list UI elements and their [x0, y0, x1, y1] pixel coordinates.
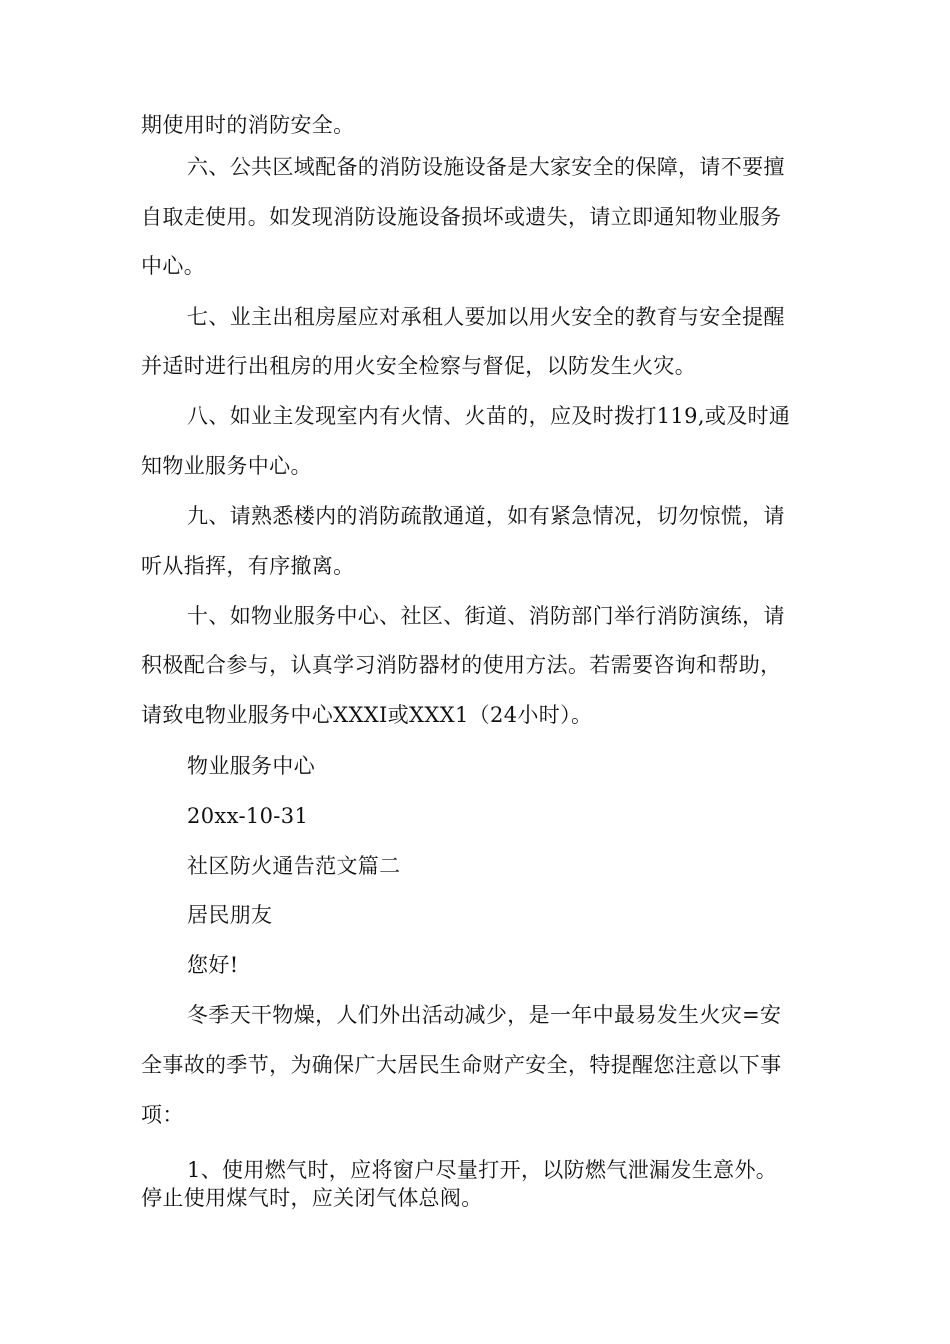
paragraph-line: 知物业服务中心。 [141, 454, 312, 478]
paragraph-line: 并适时进行出租房的用火安全检察与督促，以防发生火灾。 [141, 354, 697, 378]
paragraph-line: 期使用时的消防安全。 [141, 113, 355, 137]
paragraph-line: 九、请熟悉楼内的消防疏散通道，如有紧急情况，切勿惊慌，请 [187, 504, 785, 528]
paragraph-line: 七、业主出租房屋应对承租人要加以用火安全的教育与安全提醒 [187, 305, 785, 329]
paragraph-line: 六、公共区域配备的消防设施设备是大家安全的保障，请不要擅 [187, 155, 785, 179]
signature-date: 20xx-10-31 [187, 804, 309, 828]
paragraph-line: 自取走使用。如发现消防设施设备损坏或遗失，请立即通知物业服务 [141, 205, 782, 229]
paragraph-line: 听从指挥，有序撤离。 [141, 554, 355, 578]
paragraph-line: 冬季天干物燥，人们外出活动减少，是一年中最易发生火灾=安 [187, 1003, 782, 1027]
paragraph-line: 全事故的季节，为确保广大居民生命财产安全，特提醒您注意以下事 [141, 1053, 782, 1077]
paragraph-line: 十、如物业服务中心、社区、街道、消防部门举行消防演练，请 [187, 604, 785, 628]
greeting: 您好! [187, 953, 239, 977]
list-item-line: 停止使用煤气时，应关闭气体总阀。 [141, 1186, 483, 1210]
paragraph-line: 请致电物业服务中心XXXI或XXX1（24小时）。 [141, 703, 593, 727]
salutation: 居民朋友 [187, 903, 273, 927]
section-heading: 社区防火通告范文篇二 [187, 854, 401, 878]
paragraph-line: 中心。 [141, 254, 206, 278]
paragraph-line: 八、如业主发现室内有火情、火苗的，应及时拨打119,或及时通 [187, 404, 791, 428]
paragraph-line: 项： [141, 1103, 184, 1127]
list-item-line: 1、使用燃气时，应将窗户尽量打开，以防燃气泄漏发生意外。 [187, 1158, 778, 1182]
signature-org: 物业服务中心 [187, 754, 316, 778]
paragraph-line: 积极配合参与，认真学习消防器材的使用方法。若需要咨询和帮助， [141, 653, 782, 677]
